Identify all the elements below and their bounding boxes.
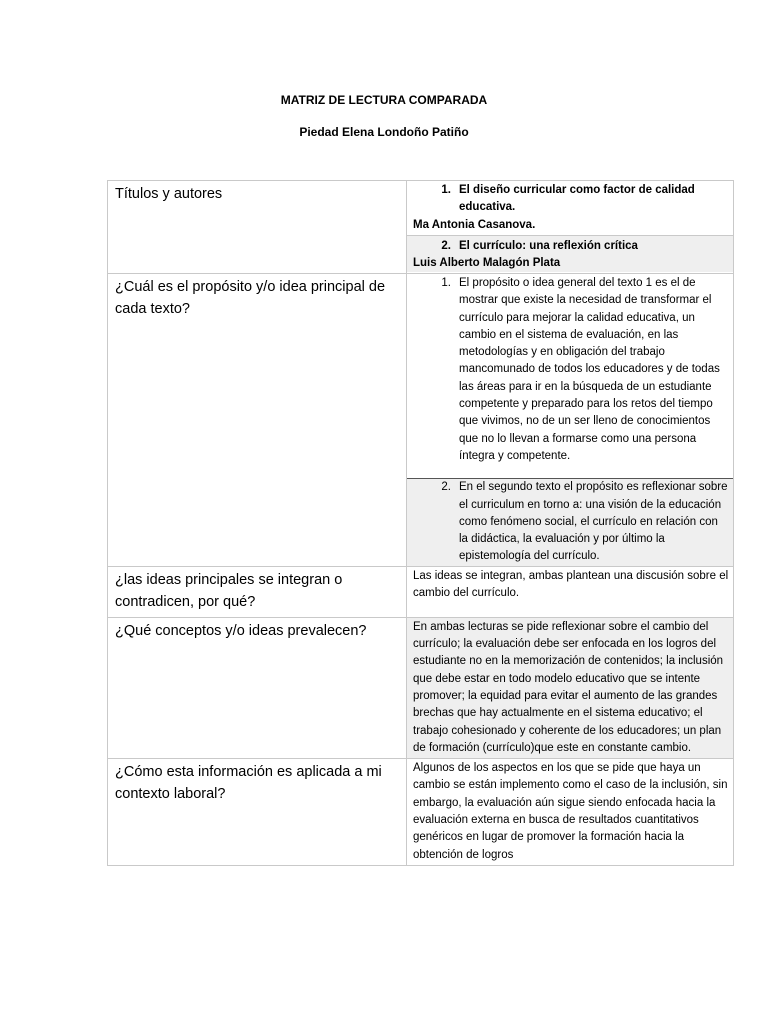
- document-author: Piedad Elena Londoño Patiño: [299, 125, 469, 139]
- list-item: [413, 275, 729, 465]
- question-cell: [108, 181, 407, 274]
- reading-matrix-table: [107, 180, 734, 866]
- question-application: ¿Cómo esta información es aplicada a mi contexto laboral?: [115, 764, 382, 803]
- list-item: [413, 479, 729, 565]
- question-cell: [108, 566, 407, 617]
- answer-cell: [407, 566, 734, 617]
- answer-cell: [407, 274, 734, 567]
- table-row: [108, 617, 734, 758]
- list-number: 2.: [441, 239, 451, 252]
- table-row: [108, 566, 734, 617]
- question-cell: [108, 274, 407, 567]
- purpose-text-1: El propósito o idea general del texto 1 es el de mostrar que existe la necesidad de transformar el currículo para mejorar la calidad educativa, un cambio en el sistema de evaluación, en las metodologías y en obligación del trabajo mancomunado de todos los educadores y de todas las áreas para ir en la búsqueda de un estudiante competente y preparado para los retos del tiempo que vivimos, no de un ser lleno de conocimientos que no lo llevan a formarse como una persona íntegra y competente.: [459, 277, 720, 462]
- document-title: MATRIZ DE LECTURA COMPARADA: [280, 93, 488, 107]
- table-row: [108, 759, 734, 866]
- author-text-1: Ma Antonia Casanova.: [413, 218, 536, 231]
- question-cell: [108, 759, 407, 866]
- question-cell: [108, 617, 407, 758]
- question-integration: ¿las ideas principales se integran o contradicen, por qué?: [115, 571, 343, 610]
- list-item: [413, 238, 729, 255]
- list-number: 1.: [441, 184, 451, 196]
- answer-cell: [407, 617, 734, 758]
- question-concepts: ¿Qué conceptos y/o ideas prevalecen?: [115, 622, 367, 639]
- answer-cell: [407, 181, 734, 274]
- purpose-text-2: En el segundo texto el propósito es reflexionar sobre el curriculum en torno a: una visión de la educación como fenómeno social, el currículo en relación con la didáctica, la evaluación y por último la epistemología del currículo.: [459, 481, 728, 563]
- answer-cell: [407, 759, 734, 866]
- question-purpose: ¿Cuál es el propósito y/o idea principal de cada texto?: [115, 279, 386, 317]
- title-text-2: El currículo: una reflexión crítica: [459, 239, 638, 252]
- list-number: 2.: [441, 481, 451, 494]
- question-titles-authors: Títulos y autores: [115, 186, 223, 202]
- integration-answer: Las ideas se integran, ambas plantean una discusión sobre el cambio del currículo.: [413, 569, 729, 600]
- list-number: 1.: [441, 277, 451, 289]
- list-item: [413, 182, 729, 217]
- table-row: [108, 274, 734, 567]
- table-row: [108, 181, 734, 274]
- concepts-answer: En ambas lecturas se pide reflexionar sobre el cambio del currículo; la evaluación debe ser enfocada en los logros del estudiante no en la memorización de contenidos; la inclusión que debe estar en todo modelo educativo que se intente promover; la equidad para evitar el aumento de las grandes brechas que hay actualmente en el sistema educativo; el trabajo cohesionado y coherente de los educadores; un plan de formación (currículo)que este en constante cambio.: [413, 620, 724, 754]
- title-text-1: El diseño curricular como factor de calidad educativa.: [459, 184, 695, 214]
- application-answer: Algunos de los aspectos en los que se pide que haya un cambio se están implemento como el caso de la inclusión, sin embargo, la evaluación aún sigue siendo enfocada hacia la evaluación externa en busca de resultados cuantitativos genéricos en lugar de promover la formación hacia la obtención de logros: [413, 762, 728, 861]
- author-text-2: Luis Alberto Malagón Plata: [413, 257, 561, 270]
